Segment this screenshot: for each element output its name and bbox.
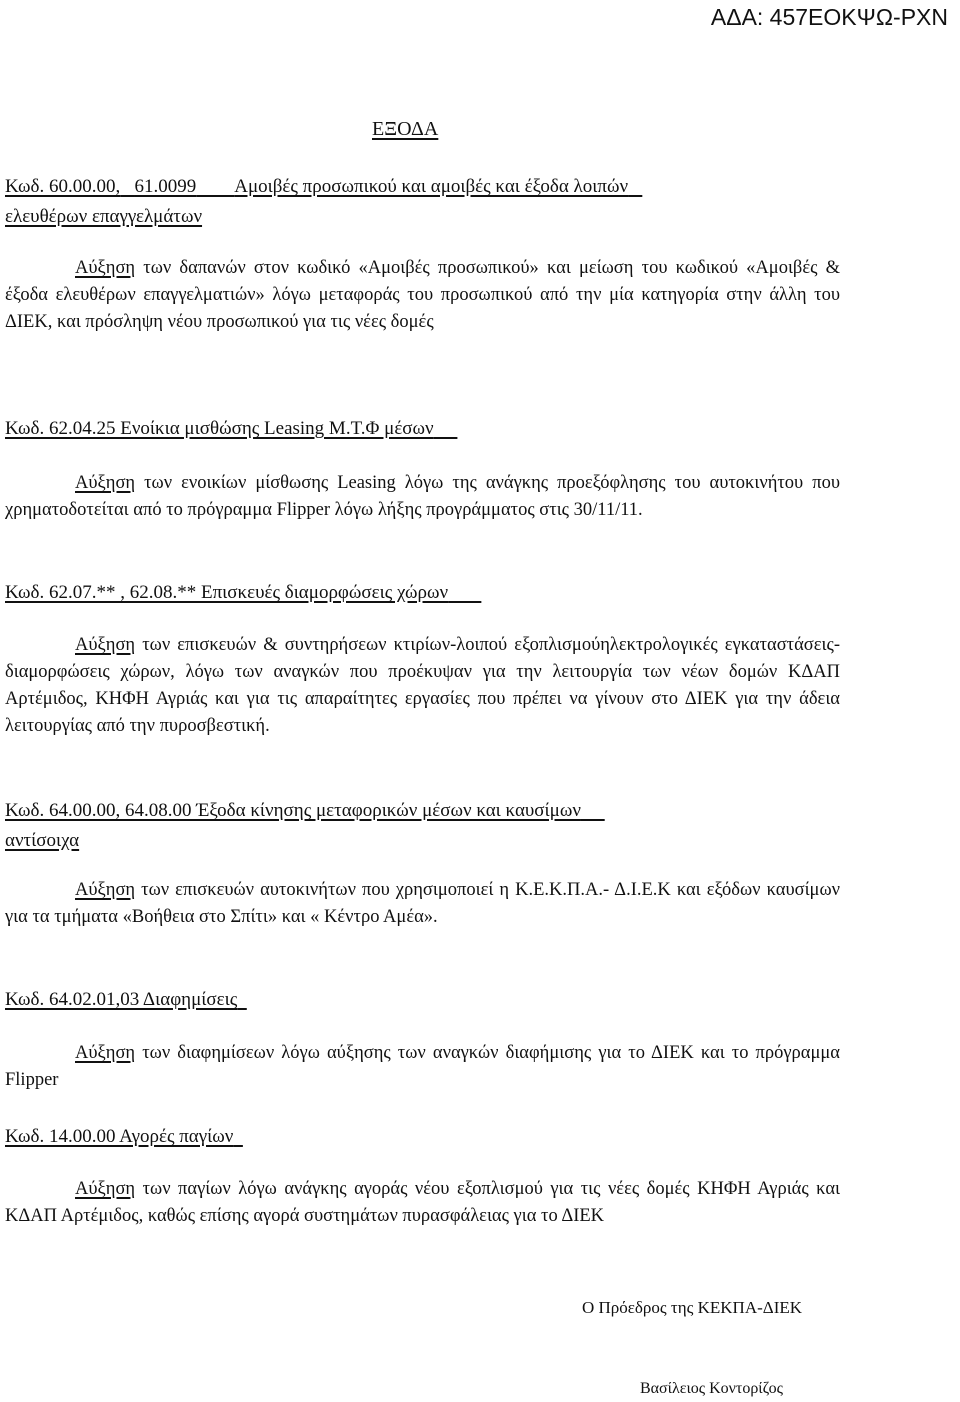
page-title: ΕΞΟΔΑ bbox=[372, 118, 439, 140]
section-heading-text: Κωδ. 62.04.25 Ενοίκια μισθώσης Leasing Μ.Τ.Φ μέσων bbox=[5, 418, 434, 439]
section-paragraph-1 bbox=[5, 255, 840, 336]
section-heading-2 bbox=[5, 414, 945, 444]
section-paragraph-4 bbox=[5, 877, 840, 931]
increase-label: Αύξηση bbox=[75, 258, 136, 278]
section-heading-text: Κωδ. 64.00.00, 64.08.00 Έξοδα κίνησης μεταφορικών μέσων και καυσίμων bbox=[5, 800, 581, 821]
section-heading-3 bbox=[5, 578, 945, 608]
section-title: Αμοιβές προσωπικού και αμοιβές και έξοδα λοιπών bbox=[234, 176, 629, 197]
section-heading-4 bbox=[5, 796, 945, 856]
section-heading-text-cont: αντίσοιχα bbox=[5, 830, 80, 851]
paragraph-text: των παγίων λόγω ανάγκης αγοράς νέου εξοπλισμού για τις νέες δομές ΚΗΦΗ Αγριάς και ΚΔΑΠ Αρτέμιδος, καθώς επίσης αγορά συστημάτων πυρασφάλειας για το ΔΙΕΚ bbox=[5, 1179, 841, 1226]
section-code: Κωδ. 60.00.00, bbox=[5, 176, 121, 197]
increase-label: Αύξηση bbox=[75, 1043, 136, 1063]
increase-label: Αύξηση bbox=[75, 473, 136, 493]
section-heading-text: Κωδ. 14.00.00 Αγορές παγίων bbox=[5, 1126, 234, 1147]
signature-role: Ο Πρόεδρος της ΚΕΚΠΑ-ΔΙΕΚ bbox=[582, 1298, 803, 1317]
paragraph-text: των επισκευών αυτοκινήτων που χρησιμοποιεί η Κ.Ε.Κ.Π.Α.- Δ.Ι.Ε.Κ και εξόδων καυσίμων για τα τμήματα «Βοήθεια στο Σπίτι» και « Κέντρο Αμέα». bbox=[5, 880, 841, 927]
section-paragraph-3 bbox=[5, 632, 840, 740]
section-heading-1 bbox=[5, 172, 945, 232]
paragraph-text: των επισκευών & συντηρήσεων κτιρίων-λοιπού εξοπλισμούηλεκτρολογικές εγκαταστάσεις- διαμορφώσεις χώρων, λόγω των αναγκών που προέκυψαν για την λειτουργία των νέων δομών ΚΔΑΠ Αρτέμιδος, ΚΗΦΗ Αγριάς και για τις απαραίτητες εργασίες που πρέπει να γίνουν στο ΔΙΕΚ για την άδεια λειτουργίας από την πυροσβεστική. bbox=[5, 635, 841, 736]
section-title-cont: ελευθέρων επαγγελμάτων bbox=[5, 206, 203, 227]
section-heading-text: Κωδ. 64.02.01,03 Διαφημίσεις bbox=[5, 989, 238, 1010]
section-paragraph-2 bbox=[5, 470, 840, 524]
section-paragraph-5 bbox=[5, 1040, 840, 1094]
section-heading-text: Κωδ. 62.07.** , 62.08.** Επισκευές διαμορφώσεις χώρων bbox=[5, 582, 449, 603]
increase-label: Αύξηση bbox=[75, 880, 136, 900]
increase-label: Αύξηση bbox=[75, 1179, 136, 1199]
section-paragraph-6 bbox=[5, 1176, 840, 1230]
increase-label: Αύξηση bbox=[75, 635, 136, 655]
section-code-2: 61.0099 bbox=[134, 176, 197, 197]
paragraph-text: των ενοικίων μίσθωσης Leasing λόγω της ανάγκης προεξόφλησης του αυτοκινήτου που χρηματοδοτείται από το πρόγραμμα Flipper λόγω λήξης προγράμματος στις 30/11/11. bbox=[5, 473, 840, 520]
section-heading-5 bbox=[5, 985, 945, 1015]
paragraph-text: των διαφημίσεων λόγω αύξησης των αναγκών διαφήμισης για το ΔΙΕΚ και το πρόγραμμα Flipper bbox=[5, 1043, 840, 1090]
signature-name: Βασίλειος Κοντορίζος bbox=[640, 1380, 783, 1397]
section-heading-6 bbox=[5, 1122, 945, 1152]
paragraph-text: των δαπανών στον κωδικό «Αμοιβές προσωπικού» και μείωση του κωδικού «Αμοιβές & έξοδα ελευθέρων επαγγελματιών» λόγω μεταφοράς του προσωπικού από την μία κατηγορία στην άλλη του ΔΙΕΚ, και πρόσληψη νέου προσωπικού για τις νέες δομές bbox=[5, 258, 840, 332]
ada-number: ΑΔΑ: 457ΕΟΚΨΩ-ΡΧΝ bbox=[710, 4, 948, 30]
